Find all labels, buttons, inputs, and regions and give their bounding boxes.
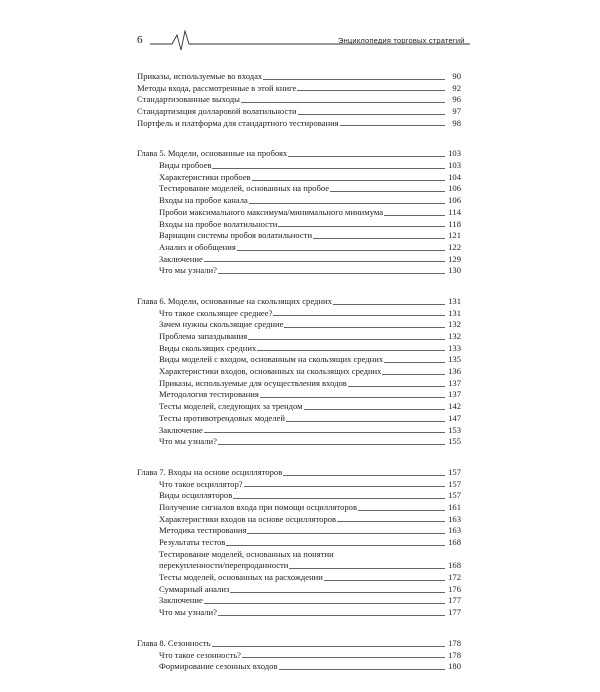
toc-entry-title: перекупленности/перепроданности xyxy=(159,560,289,571)
dot-leader xyxy=(382,374,445,375)
dot-leader xyxy=(283,475,445,476)
toc-page-number: 130 xyxy=(448,265,461,276)
running-title: Энциклопедия торговых стратегий xyxy=(338,36,465,45)
toc-entry-title: Стандартизация долларовой волатильности xyxy=(137,106,297,117)
dot-leader xyxy=(244,486,445,487)
toc-subentry xyxy=(137,425,461,437)
dot-leader xyxy=(289,568,445,569)
dot-leader xyxy=(260,397,445,398)
toc-entry-title: Виды скользящих средних xyxy=(159,342,257,353)
toc-entry xyxy=(137,118,461,130)
toc-section xyxy=(137,638,461,673)
dot-leader xyxy=(257,350,445,351)
toc-entry xyxy=(137,94,461,106)
toc-entry-title: Тесты противотрендовых моделей xyxy=(159,412,285,423)
toc-entry-title: Виды моделей с входом, основанным на скользящих средних xyxy=(159,354,384,365)
dot-leader xyxy=(249,203,445,204)
dot-leader xyxy=(204,603,445,604)
toc-subentry xyxy=(137,308,461,320)
toc-entry-title: Методика тестирования xyxy=(159,525,247,536)
toc-entry-title: Глава 7. Входы на основе осцилляторов xyxy=(137,466,283,477)
toc-entry-title: Что мы узнали? xyxy=(159,607,217,618)
toc-subentry xyxy=(137,537,461,549)
toc-subentry xyxy=(137,254,461,266)
toc-subentry xyxy=(137,650,461,662)
toc-entry-title: Что такое осциллятор? xyxy=(159,478,243,489)
toc-subentry xyxy=(137,607,461,619)
toc-page-number: 161 xyxy=(448,501,461,512)
toc-entry-title: Приказы, используемые для осуществления входов xyxy=(159,377,347,388)
toc-subentry xyxy=(137,207,461,219)
dot-leader xyxy=(263,79,445,80)
dot-leader xyxy=(358,510,445,511)
dot-leader xyxy=(384,362,445,363)
toc-entry xyxy=(137,106,461,118)
toc-entry-title: Стандартизованные выходы xyxy=(137,94,240,105)
toc-page-number: 163 xyxy=(448,513,461,524)
dot-leader xyxy=(233,498,445,499)
toc-subentry xyxy=(137,490,461,502)
toc-subentry xyxy=(137,242,461,254)
dot-leader xyxy=(273,315,445,316)
toc-page-number: 180 xyxy=(448,661,461,672)
toc-subentry xyxy=(137,413,461,425)
dot-leader xyxy=(286,421,445,422)
toc-entry-title: Характеристики пробоев xyxy=(159,171,251,182)
dot-leader xyxy=(279,669,445,670)
dot-leader xyxy=(333,304,445,305)
toc-page-number: 142 xyxy=(448,401,461,412)
toc-page-number: 103 xyxy=(448,160,461,171)
toc-section xyxy=(137,148,461,277)
toc-page-number: 96 xyxy=(452,94,461,105)
dot-leader xyxy=(298,114,445,115)
toc-page-number: 97 xyxy=(452,106,461,117)
toc-subentry xyxy=(137,549,461,561)
toc-subentry xyxy=(137,219,461,231)
toc-page-number: 131 xyxy=(448,307,461,318)
toc-page-number: 106 xyxy=(448,195,461,206)
toc-entry-title: Глава 8. Сезонность xyxy=(137,637,211,648)
toc-subentry xyxy=(137,265,461,277)
toc-page-number: 178 xyxy=(448,649,461,660)
toc-subentry xyxy=(137,319,461,331)
toc-page-number: 177 xyxy=(448,607,461,618)
toc-entry-title: Методология тестирования xyxy=(159,389,259,400)
toc-section xyxy=(137,71,461,129)
toc-subentry xyxy=(137,502,461,514)
toc-entry-title: Вариации системы пробоя волатильности xyxy=(159,230,313,241)
toc-entry-title: Тестирование моделей, основанных на понятии xyxy=(159,548,334,559)
toc-page-number: 178 xyxy=(448,637,461,648)
toc-subentry xyxy=(137,560,461,572)
toc-entry-title: Портфель и платформа для стандартного тестирования xyxy=(137,117,339,128)
toc-entry-title: Тесты моделей, основанных на расхождении xyxy=(159,572,323,583)
toc-subentry xyxy=(137,479,461,491)
toc-page-number: 157 xyxy=(448,466,461,477)
toc-page-number: 132 xyxy=(448,319,461,330)
toc-page-number: 157 xyxy=(448,478,461,489)
dot-leader xyxy=(288,156,445,157)
toc-entry-title: Входы на пробое канала xyxy=(159,195,248,206)
dot-leader xyxy=(248,339,445,340)
toc-page-number: 147 xyxy=(448,412,461,423)
toc-page-number: 168 xyxy=(448,537,461,548)
dot-leader xyxy=(297,90,445,91)
toc-entry xyxy=(137,71,461,83)
toc-subentry xyxy=(137,366,461,378)
toc-page-number: 103 xyxy=(448,148,461,159)
toc-page-number: 155 xyxy=(448,436,461,447)
toc-page-number: 137 xyxy=(448,377,461,388)
toc-page-number: 98 xyxy=(452,117,461,128)
dot-leader xyxy=(340,125,445,126)
toc-entry xyxy=(137,467,461,479)
toc-page-number: 92 xyxy=(452,82,461,93)
dot-leader xyxy=(313,238,445,239)
toc-subentry xyxy=(137,436,461,448)
toc-subentry xyxy=(137,390,461,402)
toc-subentry xyxy=(137,661,461,673)
toc-page-number: 133 xyxy=(448,342,461,353)
toc-entry-title: Заключение xyxy=(159,424,203,435)
toc-entry-title: Суммарный анализ xyxy=(159,583,230,594)
toc-subentry xyxy=(137,195,461,207)
toc-subentry xyxy=(137,343,461,355)
toc-subentry xyxy=(137,160,461,172)
dot-leader xyxy=(237,250,445,251)
toc-entry-title: Заключение xyxy=(159,253,203,264)
toc-page-number: 114 xyxy=(448,206,461,217)
dot-leader xyxy=(337,521,445,522)
toc-page-number: 90 xyxy=(452,70,461,81)
dot-leader xyxy=(284,327,445,328)
dot-leader xyxy=(330,191,445,192)
toc-subentry xyxy=(137,378,461,390)
dot-leader xyxy=(278,226,445,227)
toc-page-number: 129 xyxy=(448,253,461,264)
toc-subentry xyxy=(137,596,461,608)
toc-entry-title: Зачем нужны скользящие средние xyxy=(159,319,284,330)
dot-leader xyxy=(324,580,445,581)
dot-leader xyxy=(304,409,445,410)
toc-subentry xyxy=(137,184,461,196)
toc-entry-title: Глава 6. Модели, основанные на скользящих средних xyxy=(137,295,332,306)
dot-leader xyxy=(252,180,445,181)
toc-subentry xyxy=(137,525,461,537)
toc-page-number: 172 xyxy=(448,572,461,583)
dot-leader xyxy=(242,657,445,658)
toc-entry-title: Виды пробоев xyxy=(159,160,212,171)
toc-page-number: 163 xyxy=(448,525,461,536)
toc-subentry xyxy=(137,584,461,596)
toc-page-number: 157 xyxy=(448,490,461,501)
dot-leader xyxy=(348,386,445,387)
toc-entry-title: Глава 5. Модели, основанные на пробоях xyxy=(137,148,288,159)
toc-page-number: 104 xyxy=(448,171,461,182)
toc-subentry xyxy=(137,572,461,584)
toc-subentry xyxy=(137,401,461,413)
toc-page-number: 118 xyxy=(448,218,461,229)
toc-subentry xyxy=(137,172,461,184)
toc-entry-title: Характеристики входов, основанных на скользящих средних xyxy=(159,366,382,377)
dot-leader xyxy=(212,168,445,169)
dot-leader xyxy=(241,102,445,103)
toc-entry-title: Входы на пробое волатильности xyxy=(159,218,278,229)
toc-entry-title: Что такое сезонность? xyxy=(159,649,241,660)
toc-page-number: 137 xyxy=(448,389,461,400)
toc-entry-title: Тесты моделей, следующих за трендом xyxy=(159,401,303,412)
toc-subentry xyxy=(137,514,461,526)
toc-subentry xyxy=(137,230,461,242)
toc-entry-title: Пробои максимального максимума/минимального минимума xyxy=(159,206,384,217)
dot-leader xyxy=(230,592,445,593)
toc-entry-title: Тестирование моделей, основанных на пробое xyxy=(159,183,330,194)
page-number: 6 xyxy=(137,34,143,46)
toc-section xyxy=(137,296,461,448)
toc-entry-title: Анализ и обобщения xyxy=(159,241,236,252)
dot-leader xyxy=(226,545,445,546)
toc-page-number: 153 xyxy=(448,424,461,435)
toc-entry-title: Заключение xyxy=(159,595,203,606)
toc-page-number: 121 xyxy=(448,230,461,241)
dot-leader xyxy=(247,533,445,534)
toc-section xyxy=(137,467,461,619)
dot-leader xyxy=(218,273,445,274)
dot-leader xyxy=(204,261,445,262)
toc-subentry xyxy=(137,354,461,366)
toc-page-number: 176 xyxy=(448,583,461,594)
toc-page-number: 135 xyxy=(448,354,461,365)
toc-page-number: 177 xyxy=(448,595,461,606)
toc-entry-title: Что такое скользящее среднее? xyxy=(159,307,273,318)
toc-page-number: 122 xyxy=(448,241,461,252)
toc-entry xyxy=(137,296,461,308)
toc-entry-title: Характеристики входов на основе осцилляторов xyxy=(159,513,337,524)
dot-leader xyxy=(384,215,445,216)
toc-page-number: 136 xyxy=(448,366,461,377)
toc-entry-title: Методы входа, рассмотренные в этой книге xyxy=(137,82,297,93)
toc-page-number: 168 xyxy=(448,560,461,571)
table-of-contents xyxy=(137,71,461,692)
toc-entry-title: Приказы, используемые во входах xyxy=(137,70,263,81)
toc-page-number: 132 xyxy=(448,331,461,342)
toc-entry xyxy=(137,83,461,95)
toc-page-number: 106 xyxy=(448,183,461,194)
toc-entry-title: Формирование сезонных входов xyxy=(159,661,278,672)
toc-entry xyxy=(137,638,461,650)
toc-entry-title: Получение сигналов входа при помощи осцилляторов xyxy=(159,501,358,512)
toc-entry-title: Проблема запаздывания xyxy=(159,331,248,342)
toc-entry xyxy=(137,148,461,160)
toc-entry-title: Результаты тестов xyxy=(159,537,226,548)
toc-entry-title: Виды осцилляторов xyxy=(159,490,233,501)
toc-page-number: 131 xyxy=(448,295,461,306)
dot-leader xyxy=(218,615,445,616)
dot-leader xyxy=(218,444,445,445)
toc-entry-title: Что мы узнали? xyxy=(159,436,217,447)
dot-leader xyxy=(204,432,445,433)
dot-leader xyxy=(212,646,445,647)
toc-subentry xyxy=(137,331,461,343)
toc-entry-title: Что мы узнали? xyxy=(159,265,217,276)
